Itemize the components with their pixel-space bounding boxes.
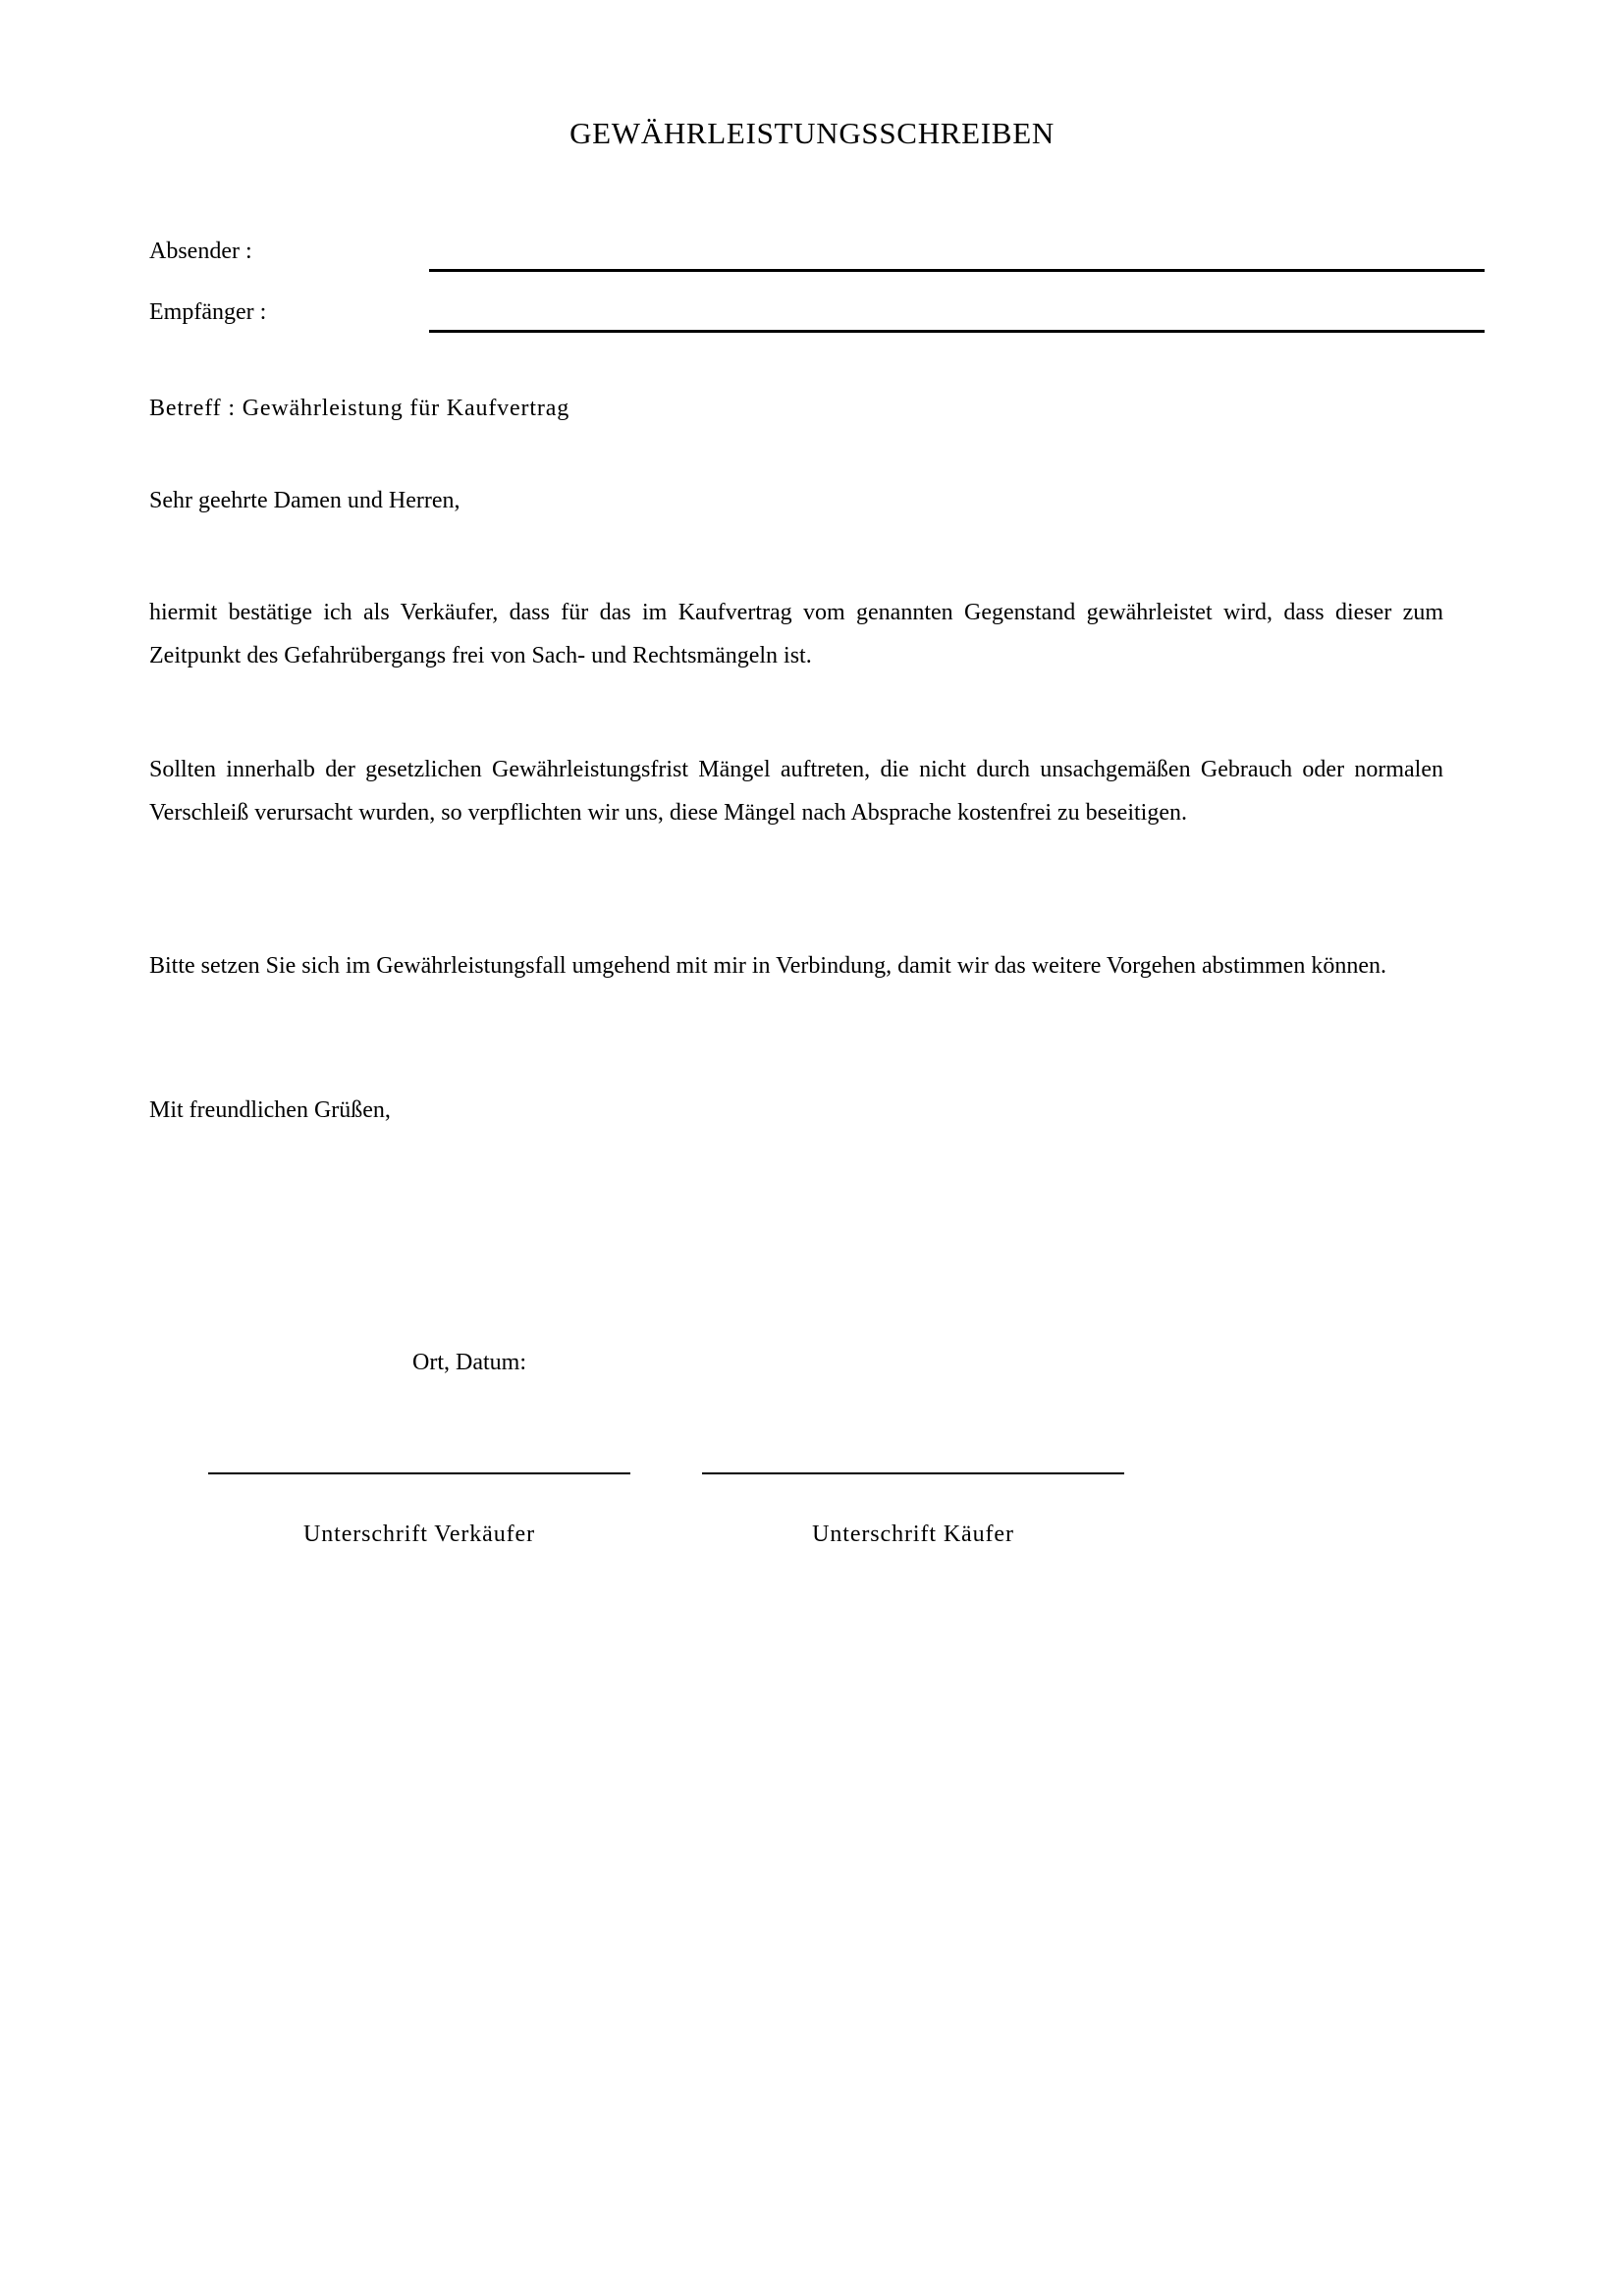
subject-line: Betreff : Gewährleistung für Kaufvertrag: [149, 396, 570, 421]
buyer-signature-caption: Unterschrift Käufer: [812, 1522, 1014, 1547]
salutation: Sehr geehrte Damen und Herren,: [149, 488, 460, 513]
seller-signature-line[interactable]: [208, 1472, 630, 1474]
place-date-label: Ort, Datum:: [412, 1350, 526, 1375]
buyer-signature-line[interactable]: [702, 1472, 1124, 1474]
sender-write-in-line[interactable]: [429, 269, 1485, 272]
sender-label: Absender :: [149, 239, 252, 264]
body-paragraph-2: Sollten innerhalb der gesetzlichen Gewährleistungsfrist Mängel auftreten, die nicht durch unsachgemäßen Gebrauch oder normalen Verschleiß verursacht wurden, so verpflichten wir uns, diese Mängel nach Absprache kostenfrei zu beseitigen.: [149, 757, 1443, 826]
recipient-label: Empfänger :: [149, 299, 267, 325]
recipient-write-in-line[interactable]: [429, 330, 1485, 333]
buyer-signature-block: [702, 1472, 1124, 1548]
body-paragraph-3: Bitte setzen Sie sich im Gewährleistungsfall umgehend mit mir in Verbindung, damit wir das weitere Vorgehen abstimmen können.: [149, 953, 1386, 979]
seller-signature-caption: Unterschrift Verkäufer: [303, 1522, 535, 1547]
recipient-field-row: [149, 299, 1485, 333]
sender-field-row: [149, 239, 1485, 272]
page-title: GEWÄHRLEISTUNGSSCHREIBEN: [569, 116, 1055, 150]
closing-line: Mit freundlichen Grüßen,: [149, 1097, 391, 1123]
seller-signature-block: [208, 1472, 630, 1548]
body-paragraph-1: hiermit bestätige ich als Verkäufer, dass für das im Kaufvertrag vom genannten Gegenstand gewährleistet wird, dass dieser zum Zeitpunkt des Gefahrübergangs frei von Sach- und Rechtsmängeln ist.: [149, 600, 1443, 668]
